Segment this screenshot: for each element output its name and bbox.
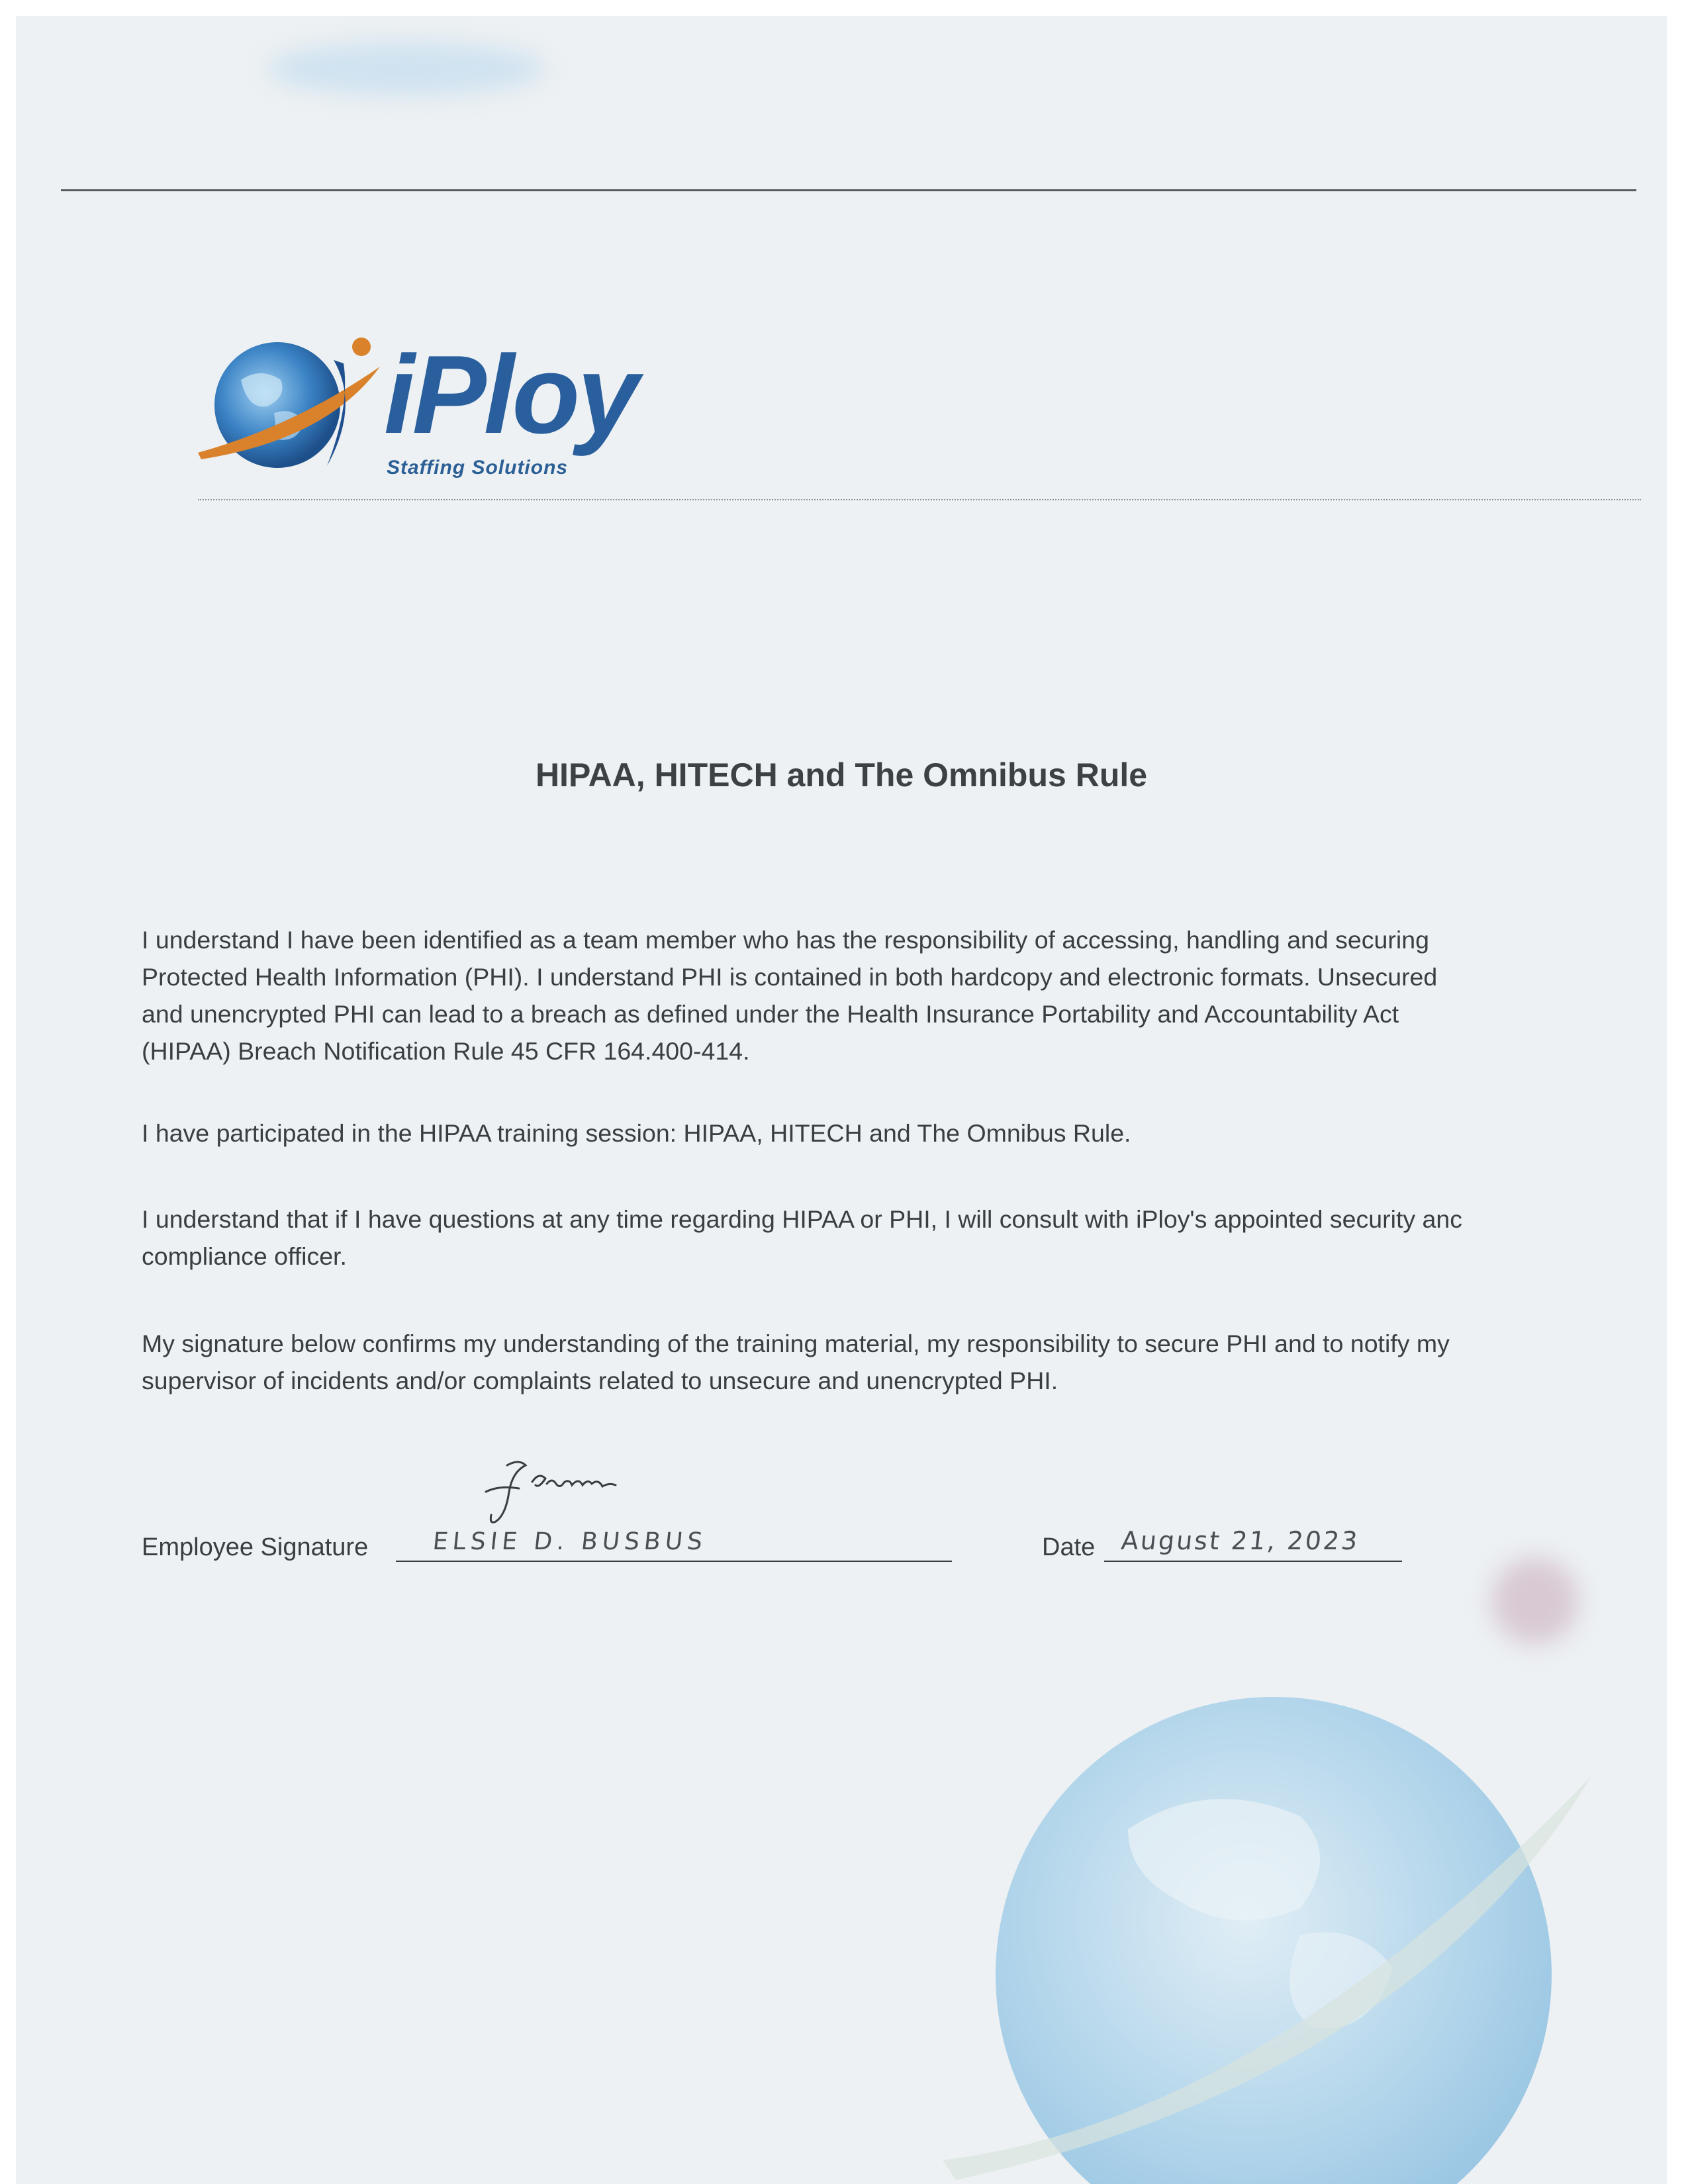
paragraph-line: My signature below confirms my understanding of the training material, my responsibility to secure PHI and to notify my [142, 1330, 1450, 1357]
scan-smudge [267, 42, 545, 95]
paragraph-confirmation [142, 1325, 1664, 1399]
date-line [1104, 1561, 1402, 1562]
paragraph-line: I understand I have been identified as a team member who has the responsibility of accessing, handling and securing [142, 926, 1429, 954]
signature-row [142, 1518, 1638, 1571]
logo-tagline: Staffing Solutions [387, 457, 569, 478]
paragraph-line: and unencrypted PHI can lead to a breach as defined under the Health Insurance Portability and Accountability Act [142, 1000, 1399, 1028]
document-title: HIPAA, HITECH and The Omnibus Rule [535, 756, 1148, 794]
paragraph-line: (HIPAA) Breach Notification Rule 45 CFR 164.400-414. [142, 1037, 750, 1065]
paragraph-line: I understand that if I have questions at any time regarding HIPAA or PHI, I will consult with iPloy's appointed security anc [142, 1205, 1462, 1233]
document-page [16, 16, 1667, 2184]
employee-name-handwritten: ELSIE D. BUSBUS [431, 1528, 709, 1555]
employee-signature-line [396, 1561, 952, 1562]
paragraph-questions [142, 1201, 1664, 1275]
paragraph-training [142, 1115, 1664, 1152]
logo-wordmark: iPloy [384, 332, 637, 457]
paragraph-line: I have participated in the HIPAA training session: HIPAA, HITECH and The Omnibus Rule. [142, 1119, 1131, 1147]
globe-watermark-icon [929, 1657, 1631, 2184]
date-label: Date [1042, 1533, 1096, 1561]
employee-signature-label: Employee Signature [142, 1533, 369, 1561]
company-logo [195, 327, 671, 486]
date-handwritten: August 21, 2023 [1119, 1526, 1361, 1555]
top-rule [61, 189, 1636, 191]
paragraph-line: supervisor of incidents and/or complaints related to unsecure and unencrypted PHI. [142, 1367, 1058, 1394]
paragraph-line: compliance officer. [142, 1242, 347, 1270]
paragraph-line: Protected Health Information (PHI). I understand PHI is contained in both hardcopy and electronic formats. Unsecured [142, 963, 1438, 991]
paragraph-phi-responsibility [142, 921, 1664, 1069]
header-divider [198, 499, 1641, 500]
